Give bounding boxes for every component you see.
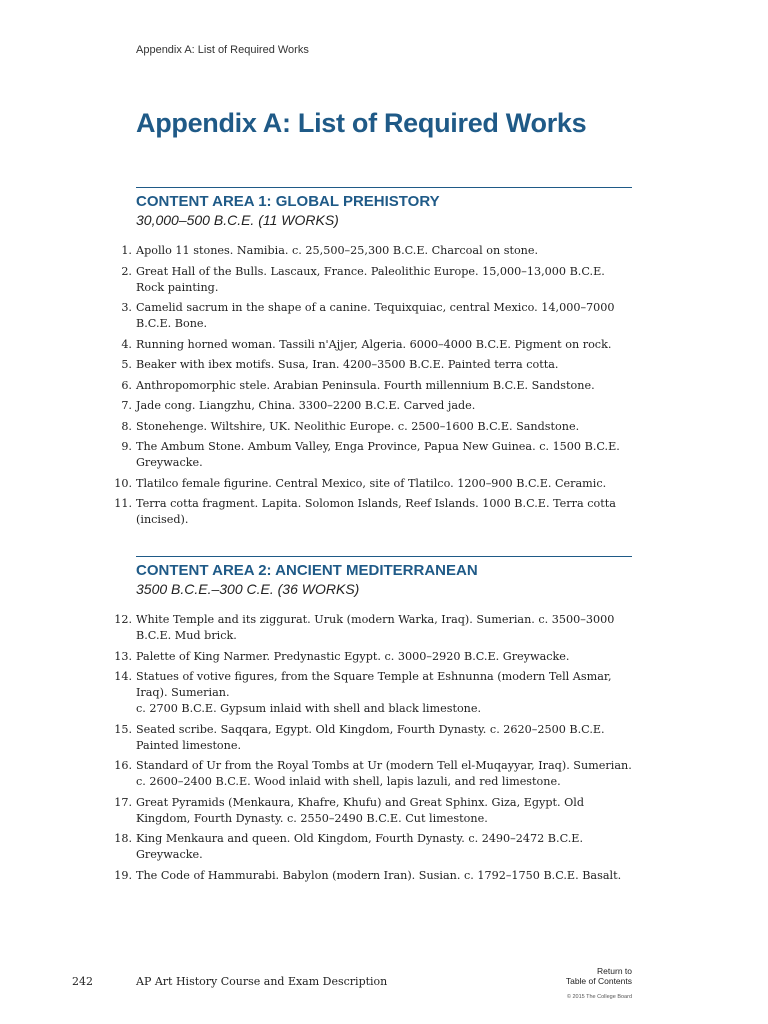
item-number: 3. [121, 301, 132, 314]
content-area-1-section [114, 187, 632, 533]
item-number: 19. [114, 868, 132, 882]
item-number: 16. [114, 759, 132, 772]
item-number: 8. [121, 419, 132, 433]
item-text: Standard of Ur from the Royal Tombs at Ur (modern Tell el-Muqayyar, Iraq). Sumerian. c. 2600–2400 B.C.E. Wood inlaid with shell, lapis lazuli, and red limestone. [136, 759, 632, 788]
list-item [114, 722, 632, 754]
item-number: 18. [114, 832, 132, 845]
section-heading: CONTENT AREA 1: GLOBAL PREHISTORY [136, 193, 440, 210]
works-list [114, 243, 632, 528]
list-item [121, 264, 632, 296]
list-item [114, 795, 632, 827]
item-number: 9. [121, 440, 132, 453]
running-header: Appendix A: List of Required Works [136, 44, 309, 56]
item-text: Camelid sacrum in the shape of a canine. Tequixquiac, central Mexico. 14,000–7000 B.C.E. Bone. [136, 301, 615, 330]
list-item [121, 243, 632, 259]
item-text: King Menkaura and queen. Old Kingdom, Fourth Dynasty. c. 2490–2472 B.C.E. Greywacke. [136, 832, 584, 861]
footer-doc-title: AP Art History Course and Exam Description [136, 975, 388, 988]
page-title: Appendix A: List of Required Works [136, 108, 587, 138]
item-number: 15. [114, 722, 132, 736]
item-number: 14. [114, 670, 132, 683]
return-link-line1: Return to [597, 966, 632, 976]
works-list [114, 612, 632, 884]
list-item [121, 337, 632, 353]
list-item [114, 669, 632, 717]
item-text: Beaker with ibex motifs. Susa, Iran. 4200–3500 B.C.E. Painted terra cotta. [136, 358, 559, 371]
return-to-toc-link[interactable] [566, 966, 632, 986]
item-text: White Temple and its ziggurat. Uruk (modern Warka, Iraq). Sumerian. c. 3500–3000 B.C.E. Mud brick. [136, 613, 615, 642]
item-number: 12. [114, 613, 132, 626]
item-text: Palette of King Narmer. Predynastic Egypt. c. 3000–2920 B.C.E. Greywacke. [136, 649, 570, 663]
item-number: 2. [121, 264, 132, 278]
item-number: 11. [114, 497, 132, 510]
section-divider [136, 187, 632, 188]
item-text: Statues of votive figures, from the Square Temple at Eshnunna (modern Tell Asmar, Iraq). Sumerian. c. 2700 B.C.E. Gypsum inlaid with shell and black limestone. [136, 670, 612, 715]
item-text: Great Pyramids (Menkaura, Khafre, Khufu) and Great Sphinx. Giza, Egypt. Old Kingdom, Fourth Dynasty. c. 2550–2490 B.C.E. Cut limestone. [136, 795, 585, 825]
page-number: 242 [72, 975, 93, 988]
section-subheading: 3500 B.C.E.–300 C.E. (36 WORKS) [136, 581, 360, 597]
list-item [114, 476, 632, 492]
item-number: 6. [121, 378, 132, 392]
section-divider [136, 556, 632, 557]
item-text: Anthropomorphic stele. Arabian Peninsula. Fourth millennium B.C.E. Sandstone. [136, 378, 595, 392]
item-text: Tlatilco female figurine. Central Mexico, site of Tlatilco. 1200–900 B.C.E. Ceramic. [136, 476, 607, 490]
item-number: 13. [114, 649, 132, 663]
item-number: 10. [114, 476, 132, 490]
item-number: 17. [114, 795, 132, 809]
item-text: Seated scribe. Saqqara, Egypt. Old Kingdom, Fourth Dynasty. c. 2620–2500 B.C.E. Painted limestone. [136, 722, 605, 752]
item-number: 5. [121, 358, 132, 371]
section-heading: CONTENT AREA 2: ANCIENT MEDITERRANEAN [136, 562, 478, 579]
list-item [121, 300, 632, 332]
list-item [121, 439, 632, 471]
list-item [121, 398, 632, 414]
list-item [114, 758, 632, 790]
item-number: 4. [121, 337, 132, 351]
item-text: Terra cotta fragment. Lapita. Solomon Islands, Reef Islands. 1000 B.C.E. Terra cotta (incised). [136, 497, 616, 526]
section-subheading: 30,000–500 B.C.E. (11 WORKS) [136, 212, 339, 228]
item-text: The Code of Hammurabi. Babylon (modern Iran). Susian. c. 1792–1750 B.C.E. Basalt. [136, 868, 622, 882]
list-item [121, 378, 632, 394]
item-text: Jade cong. Liangzhu, China. 3300–2200 B.C.E. Carved jade. [136, 399, 476, 412]
item-number: 1. [121, 244, 132, 257]
list-item [114, 868, 632, 884]
content-area-2-section [114, 556, 632, 888]
list-item [114, 649, 632, 665]
return-link-line2: Table of Contents [565, 976, 632, 986]
item-text: Stonehenge. Wiltshire, UK. Neolithic Europe. c. 2500–1600 B.C.E. Sandstone. [136, 419, 580, 433]
list-item [121, 419, 632, 435]
list-item [114, 831, 632, 863]
item-text: Great Hall of the Bulls. Lascaux, France. Paleolithic Europe. 15,000–13,000 B.C.E. Rock painting. [136, 264, 605, 294]
copyright: © 2015 The College Board [566, 994, 632, 1000]
item-text: Apollo 11 stones. Namibia. c. 25,500–25,300 B.C.E. Charcoal on stone. [136, 244, 539, 257]
list-item [121, 357, 632, 373]
item-number: 7. [121, 399, 132, 412]
item-text: The Ambum Stone. Ambum Valley, Enga Province, Papua New Guinea. c. 1500 B.C.E. Greywacke. [136, 440, 620, 469]
list-item [114, 612, 632, 644]
list-item [114, 496, 632, 528]
item-text: Running horned woman. Tassili n'Ajjer, Algeria. 6000–4000 B.C.E. Pigment on rock. [136, 337, 612, 351]
